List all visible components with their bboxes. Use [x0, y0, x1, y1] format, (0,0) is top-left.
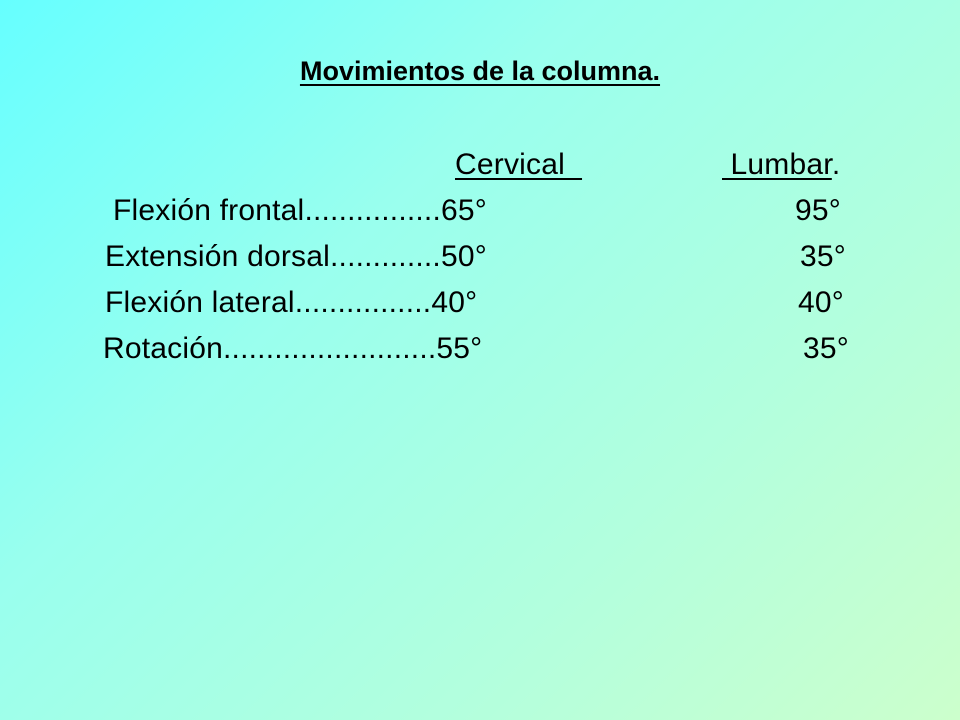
row-flexion-frontal-lumbar: 95° — [795, 194, 841, 227]
row-leader: ................ — [294, 286, 432, 319]
row-leader: ................ — [304, 194, 441, 227]
row-flexion-frontal — [113, 193, 487, 229]
header-lumbar — [722, 147, 840, 183]
row-cervical-value: 50° — [440, 240, 487, 273]
row-extension-dorsal-lumbar: 35° — [800, 240, 846, 273]
row-leader: ............. — [330, 240, 441, 273]
row-leader: ......................... — [223, 332, 437, 365]
row-flexion-lateral — [105, 285, 477, 321]
row-rotacion — [103, 331, 482, 367]
row-label: Flexión frontal — [113, 194, 305, 227]
row-cervical-value: 65° — [441, 194, 487, 227]
row-label: Rotación — [103, 332, 224, 365]
row-label: Flexión lateral — [105, 286, 295, 319]
row-extension-dorsal — [105, 239, 487, 275]
header-cervical-label: Cervical — [455, 148, 583, 181]
row-label: Extensión dorsal — [105, 240, 330, 273]
slide-title: Movimientos de la columna. — [299, 56, 661, 86]
row-flexion-lateral-lumbar: 40° — [798, 286, 844, 319]
header-cervical — [455, 147, 582, 183]
row-cervical-value: 55° — [436, 332, 483, 365]
row-cervical-value: 40° — [431, 286, 478, 319]
row-rotacion-lumbar: 35° — [803, 332, 849, 365]
header-lumbar-label: Lumbar — [722, 148, 832, 181]
header-lumbar-period: . — [831, 148, 841, 181]
